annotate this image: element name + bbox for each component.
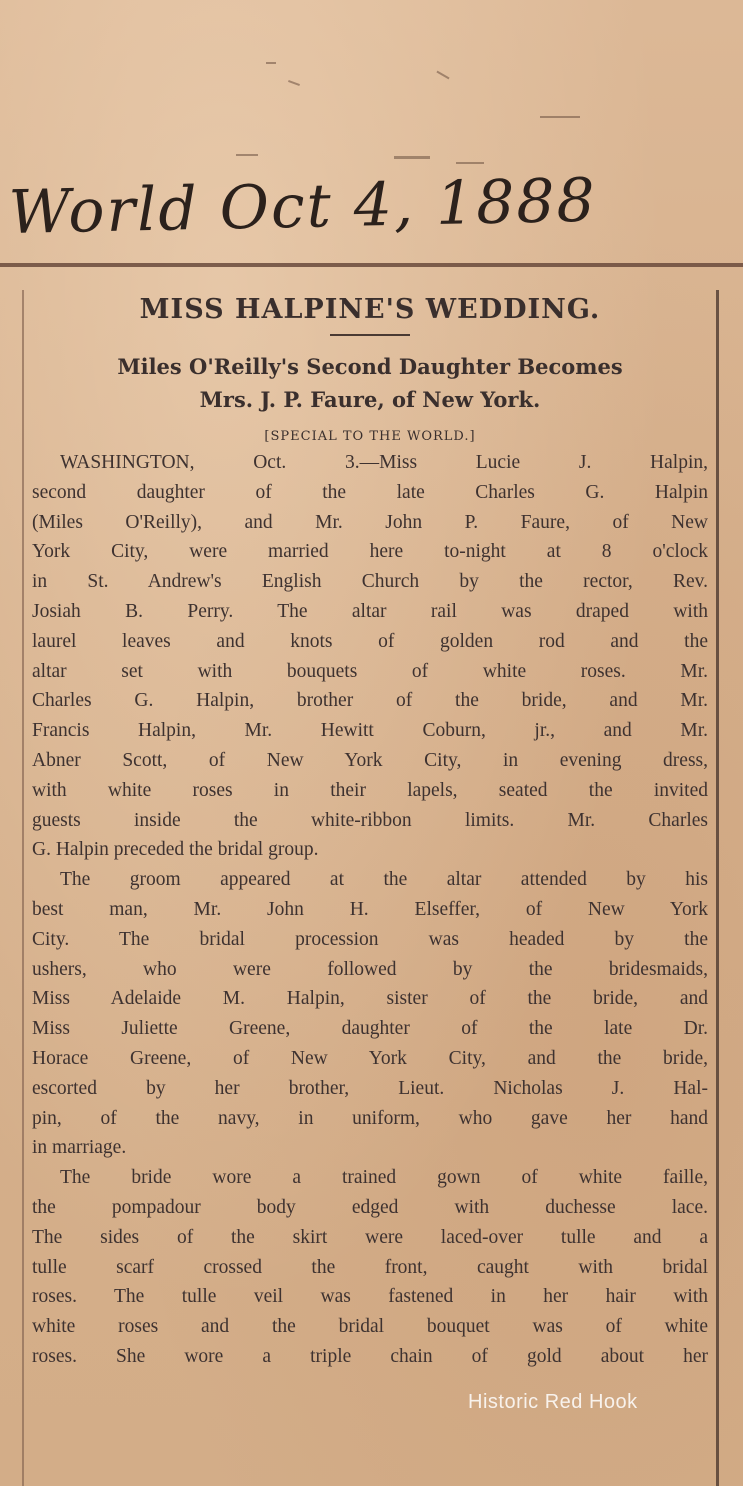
text-line: The sides of the skirt were laced-over tulle and a	[32, 1226, 708, 1248]
pencil-mark	[436, 71, 449, 80]
pencil-mark	[236, 154, 258, 156]
paragraph-2	[32, 865, 708, 1163]
pencil-mark	[456, 162, 484, 164]
text-line: in marriage.	[32, 1137, 127, 1159]
text-line: (Miles O'Reilly), and Mr. John P. Faure, of New	[32, 511, 708, 533]
text-line: The groom appeared at the altar attended by his	[60, 869, 708, 891]
text-line: altar set with bouquets of white roses. Mr.	[32, 660, 708, 682]
headline-rule	[330, 334, 410, 336]
text-line: escorted by her brother, Lieut. Nicholas J. Hal-	[32, 1077, 708, 1099]
text-line: roses. She wore a triple chain of gold about her	[32, 1345, 708, 1367]
text-line: the pompadour body edged with duchesse lace.	[32, 1196, 708, 1218]
text-line: white roses and the bridal bouquet was of white	[32, 1316, 708, 1338]
subheadline-line: Mrs. J. P. Faure, of New York.	[199, 387, 541, 412]
left-column-border	[22, 290, 24, 1486]
text-line: tulle scarf crossed the front, caught with bridal	[32, 1256, 708, 1278]
text-line: roses. The tulle veil was fastened in her hair with	[32, 1286, 708, 1308]
special-credit: [SPECIAL TO THE WORLD.]	[264, 429, 476, 444]
handwritten-date: World Oct 4, 1888	[8, 165, 598, 248]
text-line: The bride wore a trained gown of white faille,	[60, 1167, 708, 1189]
text-line: City. The bridal procession was headed by the	[32, 928, 708, 950]
text-line: WASHINGTON, Oct. 3.—Miss Lucie J. Halpin,	[60, 452, 708, 473]
text-line: guests inside the white-ribbon limits. Mr. Charles	[32, 809, 708, 831]
text-line: Abner Scott, of New York City, in evening dress,	[32, 749, 708, 771]
pencil-mark	[394, 156, 430, 159]
top-rule	[0, 263, 743, 267]
subheadline-line: Miles O'Reilly's Second Daughter Becomes	[117, 354, 623, 379]
right-column-border	[716, 290, 719, 1486]
text-line: Miss Juliette Greene, daughter of the late Dr.	[32, 1018, 708, 1040]
text-line: pin, of the navy, in uniform, who gave her hand	[32, 1107, 708, 1129]
subheadline	[32, 350, 708, 416]
text-line: laurel leaves and knots of golden rod and the	[32, 630, 708, 652]
paragraph-1	[32, 448, 708, 865]
text-line: in St. Andrew's English Church by the rector, Rev.	[32, 571, 708, 593]
text-line: York City, were married here to-night at 8 o'clock	[32, 541, 708, 563]
pencil-mark	[266, 62, 276, 64]
pencil-mark	[288, 80, 300, 86]
watermark: Historic Red Hook	[468, 1391, 638, 1413]
headline: MISS HALPINE'S WEDDING.	[139, 294, 601, 325]
text-line: Josiah B. Perry. The altar rail was draped with	[32, 600, 708, 622]
text-line: second daughter of the late Charles G. Halpin	[32, 481, 708, 503]
article	[32, 290, 708, 1372]
text-line: Miss Adelaide M. Halpin, sister of the bride, and	[32, 988, 708, 1010]
text-line: with white roses in their lapels, seated the invited	[32, 779, 708, 801]
text-line: Charles G. Halpin, brother of the bride, and Mr.	[32, 690, 708, 712]
text-line: ushers, who were followed by the bridesmaids,	[32, 958, 708, 980]
text-line: G. Halpin preceded the bridal group.	[32, 839, 319, 861]
pencil-mark	[540, 116, 580, 118]
text-line: Horace Greene, of New York City, and the bride,	[32, 1047, 708, 1069]
paragraph-3	[32, 1163, 708, 1372]
text-line: Francis Halpin, Mr. Hewitt Coburn, jr., and Mr.	[32, 720, 708, 742]
text-line: best man, Mr. John H. Elseffer, of New York	[32, 898, 708, 920]
